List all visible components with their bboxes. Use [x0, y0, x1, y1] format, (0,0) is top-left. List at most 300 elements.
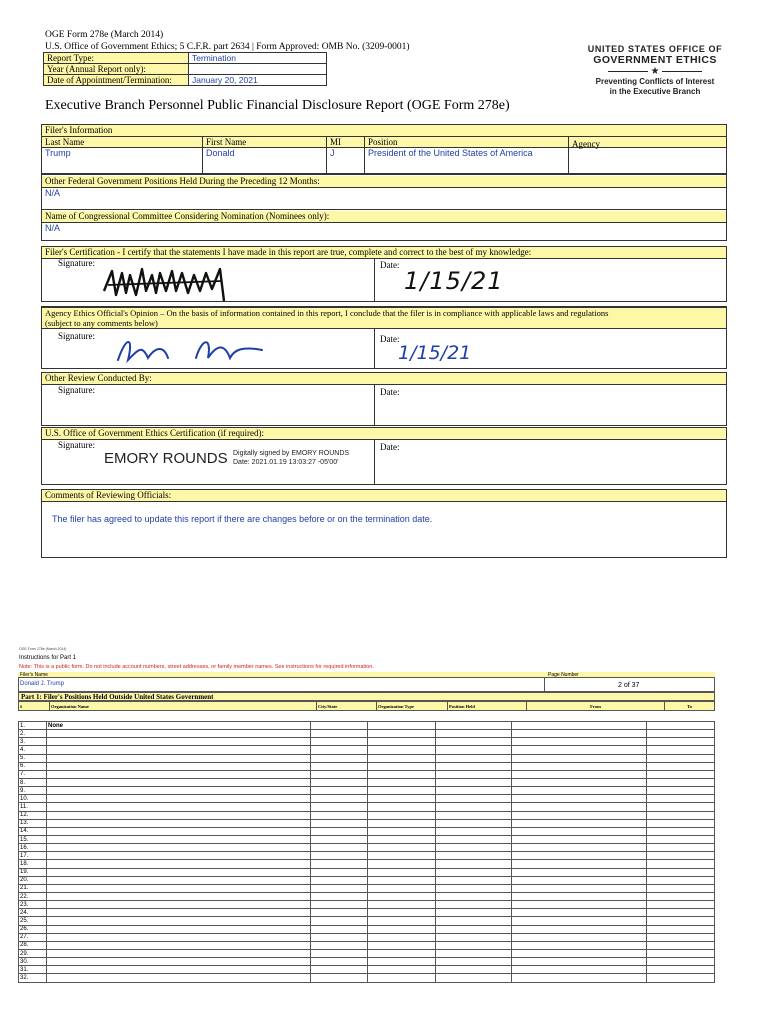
table-cell[interactable]: [512, 884, 647, 892]
col-header-city-state: City/State: [317, 702, 377, 711]
first-name-label: First Name: [206, 137, 247, 147]
table-cell[interactable]: [647, 860, 715, 868]
table-cell[interactable]: [368, 868, 436, 876]
table-cell[interactable]: [647, 949, 715, 957]
table-cell[interactable]: [47, 868, 311, 876]
table-cell[interactable]: [368, 884, 436, 892]
table-cell[interactable]: [512, 949, 647, 957]
table-cell[interactable]: [647, 811, 715, 819]
table-cell[interactable]: [647, 795, 715, 803]
table-cell[interactable]: [647, 844, 715, 852]
table-cell[interactable]: [47, 941, 311, 949]
table-cell[interactable]: [368, 925, 436, 933]
table-cell[interactable]: [47, 933, 311, 941]
table-cell[interactable]: [47, 819, 311, 827]
table-cell[interactable]: [436, 803, 512, 811]
table-cell[interactable]: [647, 835, 715, 843]
table-cell[interactable]: [311, 884, 368, 892]
table-cell[interactable]: [47, 917, 311, 925]
last-name-label: Last Name: [45, 137, 85, 147]
table-cell[interactable]: [512, 917, 647, 925]
table-cell[interactable]: [647, 901, 715, 909]
table-cell[interactable]: [647, 852, 715, 860]
table-cell[interactable]: [47, 762, 311, 770]
table-cell[interactable]: [311, 876, 368, 884]
table-cell[interactable]: [512, 974, 647, 982]
table-cell[interactable]: [647, 892, 715, 900]
table-cell[interactable]: [436, 762, 512, 770]
table-cell[interactable]: [436, 754, 512, 762]
agency-opinion-section: [41, 306, 727, 369]
table-cell[interactable]: [311, 770, 368, 778]
table-cell[interactable]: [647, 933, 715, 941]
table-cell[interactable]: [436, 844, 512, 852]
table-cell[interactable]: [647, 925, 715, 933]
row-number: 17.: [19, 852, 47, 860]
table-cell[interactable]: [512, 819, 647, 827]
table-row: [19, 811, 715, 819]
table-cell[interactable]: [368, 787, 436, 795]
oge-date-label: Date:: [380, 442, 400, 452]
table-cell[interactable]: [311, 795, 368, 803]
table-cell[interactable]: [647, 909, 715, 917]
table-cell[interactable]: [512, 909, 647, 917]
table-cell[interactable]: [512, 958, 647, 966]
other-review-section: [41, 372, 727, 426]
col-header-number: #: [19, 702, 50, 711]
table-cell[interactable]: [47, 852, 311, 860]
row-number: 12.: [19, 811, 47, 819]
table-cell[interactable]: [647, 974, 715, 982]
table-row: [19, 958, 715, 966]
table-row: [19, 746, 715, 754]
table-cell[interactable]: [436, 884, 512, 892]
table-cell[interactable]: [311, 958, 368, 966]
table-cell[interactable]: [436, 746, 512, 754]
table-cell[interactable]: [512, 722, 647, 730]
table-cell[interactable]: [368, 811, 436, 819]
table-cell[interactable]: [647, 778, 715, 786]
row-number: 11.: [19, 803, 47, 811]
table-cell[interactable]: [436, 811, 512, 819]
certification-signature-label: Signature:: [58, 258, 95, 268]
certification-label: Filer's Certification - I certify that the statements I have made in this report are true, complete and correct to the best of my knowledge:: [42, 247, 726, 259]
table-cell[interactable]: [512, 738, 647, 746]
table-cell[interactable]: [47, 795, 311, 803]
table-cell[interactable]: [368, 762, 436, 770]
table-cell[interactable]: [436, 892, 512, 900]
form-id: OGE Form 278e (March 2014): [45, 30, 164, 40]
table-cell[interactable]: [436, 778, 512, 786]
table-cell[interactable]: [647, 868, 715, 876]
committee-value[interactable]: N/A: [45, 223, 61, 233]
table-row: [19, 892, 715, 900]
row-number: 4.: [19, 746, 47, 754]
table-cell[interactable]: [436, 917, 512, 925]
table-cell[interactable]: [512, 844, 647, 852]
table-cell[interactable]: [311, 860, 368, 868]
table-row: [19, 803, 715, 811]
oge-logo: [560, 44, 750, 97]
table-cell[interactable]: [47, 966, 311, 974]
table-cell[interactable]: [311, 909, 368, 917]
page2-instructions: Instructions for Part 1: [19, 655, 77, 661]
table-cell[interactable]: [436, 868, 512, 876]
table-cell[interactable]: [512, 868, 647, 876]
table-cell[interactable]: [512, 892, 647, 900]
position-value[interactable]: President of the United States of America: [368, 148, 533, 158]
table-row: [19, 933, 715, 941]
table-cell[interactable]: [512, 860, 647, 868]
table-cell[interactable]: [647, 884, 715, 892]
row-number: 19.: [19, 868, 47, 876]
row-number: 6.: [19, 762, 47, 770]
table-cell[interactable]: [311, 722, 368, 730]
agency-signature-label: Signature:: [58, 331, 95, 341]
table-cell[interactable]: [512, 762, 647, 770]
table-cell[interactable]: [311, 941, 368, 949]
table-cell[interactable]: [311, 852, 368, 860]
table-cell[interactable]: [647, 958, 715, 966]
page2-page-number: 2 of 37: [618, 682, 640, 689]
table-cell[interactable]: [512, 811, 647, 819]
table-cell[interactable]: [436, 738, 512, 746]
table-cell[interactable]: [436, 925, 512, 933]
table-cell[interactable]: [311, 868, 368, 876]
row-number: 18.: [19, 860, 47, 868]
row-number: 22.: [19, 892, 47, 900]
table-cell[interactable]: [436, 876, 512, 884]
table-cell[interactable]: [368, 933, 436, 941]
row-number: 20.: [19, 876, 47, 884]
page2-form-id: OGE Form 278e (March 2014): [19, 647, 67, 651]
last-name-value[interactable]: Trump: [45, 148, 71, 158]
table-cell[interactable]: [311, 933, 368, 941]
table-cell[interactable]: [512, 770, 647, 778]
logo-line1: UNITED STATES OFFICE OF: [587, 44, 723, 54]
row-number: 32.: [19, 974, 47, 982]
table-cell[interactable]: [436, 974, 512, 982]
table-cell[interactable]: [512, 730, 647, 738]
year-value[interactable]: [189, 64, 327, 75]
page2-page-number-label: Page Number: [548, 672, 579, 678]
table-cell[interactable]: [647, 738, 715, 746]
table-row: [19, 819, 715, 827]
table-cell[interactable]: [436, 909, 512, 917]
row-number: 28.: [19, 941, 47, 949]
table-cell[interactable]: [47, 811, 311, 819]
date-label: Date of Appointment/Termination:: [44, 75, 189, 86]
table-cell[interactable]: [311, 966, 368, 974]
table-cell[interactable]: [436, 722, 512, 730]
agency-opinion-label-line1: Agency Ethics Official's Opinion – On the basis of information contained in this report, I conclude that the filer is in compliance with applicable laws and regulations: [45, 308, 609, 318]
table-cell[interactable]: [368, 966, 436, 974]
table-cell[interactable]: [436, 901, 512, 909]
report-type-value[interactable]: Termination: [189, 53, 327, 64]
table-cell[interactable]: [436, 941, 512, 949]
table-cell[interactable]: [436, 819, 512, 827]
organization-name-cell[interactable]: None: [47, 722, 311, 730]
table-cell[interactable]: [311, 819, 368, 827]
row-number: 24.: [19, 909, 47, 917]
table-cell[interactable]: [436, 966, 512, 974]
row-number: 25.: [19, 917, 47, 925]
table-row: [19, 722, 715, 730]
oge-signer-name: EMORY ROUNDS: [104, 450, 228, 467]
table-row: [19, 949, 715, 957]
table-cell[interactable]: [311, 762, 368, 770]
table-cell[interactable]: [512, 966, 647, 974]
table-cell[interactable]: [368, 941, 436, 949]
row-number: 3.: [19, 738, 47, 746]
table-cell[interactable]: [47, 974, 311, 982]
table-cell[interactable]: [311, 738, 368, 746]
table-cell[interactable]: [311, 949, 368, 957]
table-cell[interactable]: [647, 722, 715, 730]
logo-line2: GOVERNMENT ETHICS: [593, 54, 717, 66]
logo-tagline1: Preventing Conflicts of Interest: [595, 77, 715, 86]
table-cell[interactable]: [512, 835, 647, 843]
row-number: 10.: [19, 795, 47, 803]
table-cell[interactable]: [436, 860, 512, 868]
table-row: [19, 787, 715, 795]
table-cell[interactable]: [512, 852, 647, 860]
table-cell[interactable]: [311, 917, 368, 925]
table-cell[interactable]: [47, 778, 311, 786]
table-cell[interactable]: [47, 787, 311, 795]
table-cell[interactable]: [647, 827, 715, 835]
page-title: Executive Branch Personnel Public Financial Disclosure Report (OGE Form 278e): [45, 98, 510, 113]
table-cell[interactable]: [311, 835, 368, 843]
table-cell[interactable]: [647, 876, 715, 884]
table-cell[interactable]: [512, 941, 647, 949]
table-cell[interactable]: [647, 917, 715, 925]
table-row: [19, 762, 715, 770]
row-number: 21.: [19, 884, 47, 892]
committee-label: Name of Congressional Committee Considering Nomination (Nominees only):: [42, 211, 726, 223]
table-cell[interactable]: [47, 949, 311, 957]
table-row: [19, 738, 715, 746]
comments-text[interactable]: The filer has agreed to update this report if there are changes before or on the termination date.: [52, 514, 433, 524]
table-row: [19, 852, 715, 860]
table-cell[interactable]: [311, 811, 368, 819]
mi-value[interactable]: J: [330, 148, 335, 158]
table-cell[interactable]: [368, 835, 436, 843]
table-cell[interactable]: [647, 762, 715, 770]
table-cell[interactable]: [647, 966, 715, 974]
table-cell[interactable]: [311, 892, 368, 900]
table-cell[interactable]: [368, 892, 436, 900]
filer-signature-image: [102, 261, 232, 303]
table-cell[interactable]: [47, 803, 311, 811]
table-cell[interactable]: [436, 933, 512, 941]
table-cell[interactable]: [512, 933, 647, 941]
table-cell[interactable]: [647, 754, 715, 762]
agency-label: Agency: [572, 139, 600, 149]
report-type-table: [43, 52, 327, 86]
oge-certification-section: [41, 427, 727, 485]
table-row: [19, 868, 715, 876]
table-cell[interactable]: [368, 844, 436, 852]
office-line: U.S. Office of Government Ethics; 5 C.F.R. part 2634 | Form Approved: OMB No. (3209-0001): [45, 42, 410, 52]
table-cell[interactable]: [368, 803, 436, 811]
table-row: [19, 966, 715, 974]
table-cell[interactable]: [436, 795, 512, 803]
table-cell[interactable]: [512, 925, 647, 933]
table-cell[interactable]: [368, 958, 436, 966]
row-number: 7.: [19, 770, 47, 778]
table-cell[interactable]: [647, 941, 715, 949]
table-cell[interactable]: [47, 835, 311, 843]
table-cell[interactable]: [368, 770, 436, 778]
table-cell[interactable]: [311, 974, 368, 982]
other-positions-section: [41, 174, 727, 212]
table-cell[interactable]: [368, 909, 436, 917]
table-cell[interactable]: [311, 803, 368, 811]
table-cell[interactable]: [368, 949, 436, 957]
table-cell[interactable]: [512, 827, 647, 835]
filer-info-label: Filer's Information: [42, 125, 726, 137]
table-cell[interactable]: [368, 917, 436, 925]
row-number: 16.: [19, 844, 47, 852]
col-header-position-held: Position Held: [448, 702, 527, 711]
table-row: [19, 974, 715, 982]
table-cell[interactable]: [311, 901, 368, 909]
comments-section: [41, 489, 727, 558]
table-cell[interactable]: [311, 754, 368, 762]
star-icon: ★: [560, 66, 750, 77]
page2-filer-name-label: Filer's Name: [20, 672, 48, 678]
col-header-organization: Organization Name: [50, 702, 317, 711]
table-cell[interactable]: [311, 746, 368, 754]
table-cell[interactable]: [47, 827, 311, 835]
table-cell[interactable]: [47, 925, 311, 933]
page2-note: Note: This is a public form. Do not include account numbers, street addresses, or family member names. See instructions for required information.: [19, 664, 374, 670]
table-cell[interactable]: [311, 925, 368, 933]
agency-signature-image: [112, 332, 272, 366]
table-cell[interactable]: [311, 844, 368, 852]
comments-label: Comments of Reviewing Officials:: [42, 490, 726, 502]
table-cell[interactable]: [368, 827, 436, 835]
table-cell[interactable]: [436, 730, 512, 738]
row-number: 8.: [19, 778, 47, 786]
table-cell[interactable]: [512, 746, 647, 754]
col-header-from: From: [527, 702, 665, 711]
table-cell[interactable]: [512, 754, 647, 762]
table-row: [19, 778, 715, 786]
table-cell[interactable]: [47, 770, 311, 778]
table-cell[interactable]: [368, 722, 436, 730]
table-cell[interactable]: [47, 892, 311, 900]
table-cell[interactable]: [47, 884, 311, 892]
table-cell[interactable]: [47, 730, 311, 738]
table-cell[interactable]: [512, 803, 647, 811]
table-cell[interactable]: [436, 835, 512, 843]
agency-date-label: Date:: [380, 334, 400, 344]
table-cell[interactable]: [47, 901, 311, 909]
agency-date-handwritten: 1/15/21: [398, 342, 472, 364]
table-cell[interactable]: [512, 876, 647, 884]
table-cell[interactable]: [47, 746, 311, 754]
table-cell[interactable]: [47, 844, 311, 852]
table-row: [19, 754, 715, 762]
table-cell[interactable]: [436, 852, 512, 860]
table-cell[interactable]: [311, 827, 368, 835]
table-cell[interactable]: [311, 778, 368, 786]
table-cell[interactable]: [647, 803, 715, 811]
table-row: [19, 770, 715, 778]
date-value[interactable]: January 20, 2021: [189, 75, 327, 86]
table-cell[interactable]: [368, 738, 436, 746]
table-cell[interactable]: [647, 730, 715, 738]
table-cell[interactable]: [512, 787, 647, 795]
col-header-to: To: [665, 702, 715, 711]
table-row: [19, 795, 715, 803]
other-positions-value[interactable]: N/A: [45, 188, 61, 198]
table-cell[interactable]: [47, 738, 311, 746]
table-cell[interactable]: [436, 827, 512, 835]
table-cell[interactable]: [512, 901, 647, 909]
table-cell[interactable]: [368, 876, 436, 884]
page2-filer-name[interactable]: Donald J. Trump: [20, 681, 65, 687]
table-cell[interactable]: [368, 746, 436, 754]
table-cell[interactable]: [368, 819, 436, 827]
table-cell[interactable]: [368, 860, 436, 868]
page2-header-box: [18, 672, 715, 692]
row-number: 31.: [19, 966, 47, 974]
table-cell[interactable]: [647, 770, 715, 778]
table-cell[interactable]: [368, 730, 436, 738]
table-row: [19, 835, 715, 843]
oge-signature-label: Signature:: [58, 440, 95, 450]
table-cell[interactable]: [368, 901, 436, 909]
table-cell[interactable]: [47, 860, 311, 868]
table-cell[interactable]: [368, 778, 436, 786]
table-cell[interactable]: [512, 778, 647, 786]
table-cell[interactable]: [311, 787, 368, 795]
table-cell[interactable]: [368, 754, 436, 762]
table-cell[interactable]: [436, 787, 512, 795]
table-cell[interactable]: [311, 730, 368, 738]
table-row: [19, 876, 715, 884]
other-review-date-label: Date:: [380, 387, 400, 397]
row-number: 27.: [19, 933, 47, 941]
table-cell[interactable]: [436, 770, 512, 778]
table-cell[interactable]: [47, 876, 311, 884]
other-positions-label: Other Federal Government Positions Held During the Preceding 12 Months:: [42, 176, 726, 188]
table-cell[interactable]: [368, 852, 436, 860]
digital-signature-line1: Digitally signed by EMORY ROUNDS: [233, 450, 350, 457]
year-label: Year (Annual Report only):: [44, 64, 189, 75]
agency-opinion-label-line2: (subject to any comments below): [45, 318, 158, 328]
table-row: [19, 884, 715, 892]
table-cell[interactable]: [436, 949, 512, 957]
table-cell[interactable]: [647, 787, 715, 795]
table-cell[interactable]: [436, 958, 512, 966]
report-type-label: Report Type:: [44, 53, 189, 64]
table-cell[interactable]: [47, 754, 311, 762]
table-cell[interactable]: [47, 958, 311, 966]
position-label: Position: [368, 137, 398, 147]
table-cell[interactable]: [47, 909, 311, 917]
table-cell[interactable]: [368, 974, 436, 982]
table-cell[interactable]: [647, 819, 715, 827]
row-number: 2.: [19, 730, 47, 738]
table-cell[interactable]: [512, 795, 647, 803]
first-name-value[interactable]: Donald: [206, 148, 235, 158]
table-cell[interactable]: [368, 795, 436, 803]
table-cell[interactable]: [647, 746, 715, 754]
